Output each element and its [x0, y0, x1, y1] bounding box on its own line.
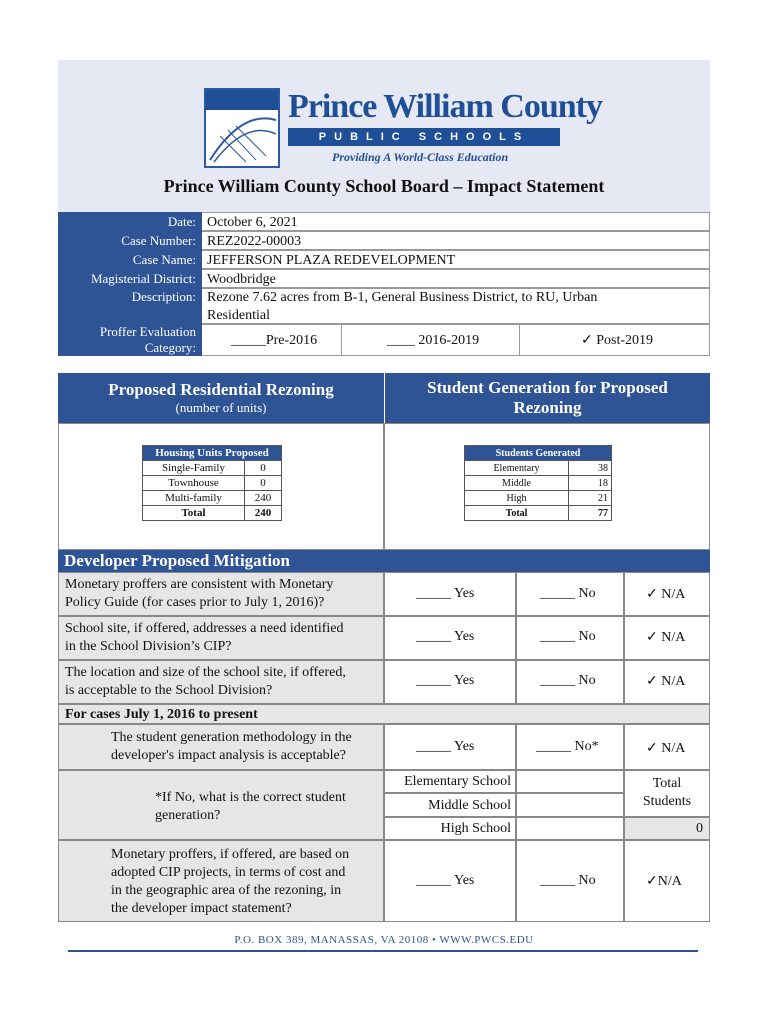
district-value: Woodbridge: [202, 269, 710, 288]
q5-question: [58, 770, 384, 840]
table-row: [465, 506, 612, 521]
q3-na: ✓ N/A: [646, 674, 686, 689]
footer-address: P.O. BOX 389, MANASSAS, VA 20108 • WWW.PWCS.EDU: [234, 934, 534, 946]
q1-na: ✓ N/A: [646, 587, 686, 602]
q6-question: [58, 840, 384, 922]
logo-tagline: Providing A World-Class Education: [332, 150, 509, 164]
students-generated-table: [464, 445, 612, 521]
middle-input[interactable]: [516, 793, 624, 817]
students-total-label: Total: [465, 506, 569, 521]
mitigation-header: Developer Proposed Mitigation: [58, 550, 710, 572]
proffer-row: [58, 324, 710, 356]
q5-line2: generation?: [155, 808, 221, 823]
q1-line1: Monetary proffers are consistent with Monetary: [65, 577, 334, 592]
q2-no: _____ No: [540, 629, 596, 644]
pwcs-logo: [204, 88, 602, 170]
housing-label: Multi-family: [143, 491, 245, 506]
q3-yes: _____ Yes: [416, 673, 475, 688]
students-generated-header: Students Generated: [465, 446, 612, 461]
housing-units-table: [142, 445, 282, 521]
proffer-pre: _____Pre-2016: [202, 324, 342, 356]
proffer-label: [58, 324, 202, 356]
page-title: Prince William County School Board – Impact Statement: [163, 176, 605, 196]
q2-line2: in the School Division’s CIP?: [65, 639, 232, 654]
q2-question: [58, 616, 384, 660]
proffer-label-line2: Category:: [144, 340, 196, 355]
description-row: [58, 288, 710, 324]
high-input[interactable]: [516, 817, 624, 840]
housing-total-label: Total: [143, 506, 245, 521]
q2-yes: _____ Yes: [416, 629, 475, 644]
footer-divider: [68, 950, 698, 952]
proffer-post: ✓ Post-2019: [520, 324, 710, 356]
q4-yes: _____ Yes: [416, 739, 475, 754]
district-row: [58, 269, 710, 288]
q1-no: _____ No: [540, 586, 596, 601]
q4-no: _____ No*: [536, 739, 599, 754]
students-label: High: [465, 491, 569, 506]
students-value: 18: [569, 476, 612, 491]
q6-line3: in the geographic area of the rezoning, in: [111, 883, 342, 898]
q3-no: _____ No: [540, 673, 596, 688]
case-info-table: [58, 212, 710, 356]
date-row: [58, 212, 710, 231]
q3-line1: The location and size of the school site, if offered,: [65, 665, 346, 680]
q6-line1: Monetary proffers, if offered, are based on: [111, 847, 350, 862]
description-label: Description:: [58, 288, 202, 324]
rezoning-right-title-2: Rezoning: [513, 398, 582, 417]
total-line1: Total: [652, 776, 682, 791]
students-value: 38: [569, 461, 612, 476]
description-value: [202, 288, 710, 324]
logo-emblem-icon: [204, 88, 280, 168]
description-line2: Residential: [207, 308, 270, 323]
case-number-row: [58, 231, 710, 250]
housing-total-value: 240: [245, 506, 282, 521]
students-value: 21: [569, 491, 612, 506]
district-label: Magisterial District:: [58, 269, 202, 288]
rezoning-right-header: [384, 373, 710, 423]
q3-question: [58, 660, 384, 704]
q1-question: [58, 572, 384, 616]
q5-line1: *If No, what is the correct student: [155, 790, 346, 805]
proffer-label-line1: Proffer Evaluation: [99, 324, 196, 339]
logo-name: Prince William County: [288, 88, 602, 125]
q4-line1: The student generation methodology in the: [111, 730, 352, 745]
impact-statement-page: [58, 60, 710, 965]
q4-question: [58, 724, 384, 770]
students-total-value: 77: [569, 506, 612, 521]
q3-line2: is acceptable to the School Division?: [65, 683, 273, 698]
q2-line1: School site, if offered, addresses a need identified: [65, 621, 344, 636]
q2-na: ✓ N/A: [646, 630, 686, 645]
q6-line2: adopted CIP projects, in terms of cost and: [111, 865, 346, 880]
case-name-row: [58, 250, 710, 269]
case-name-label: Case Name:: [58, 250, 202, 269]
q6-na: ✓N/A: [646, 874, 682, 889]
proffer-mid: ____ 2016-2019: [342, 324, 520, 356]
q1-yes: _____ Yes: [416, 586, 475, 601]
housing-value: 0: [245, 476, 282, 491]
total-students-value: 0: [624, 817, 710, 840]
housing-units-header: Housing Units Proposed: [143, 446, 282, 461]
students-label: Elementary: [465, 461, 569, 476]
housing-label: Single-Family: [143, 461, 245, 476]
q1-line2: Policy Guide (for cases prior to July 1, 2016)?: [65, 595, 325, 610]
q6-yes: _____ Yes: [416, 873, 475, 888]
logo-subtitle: PUBLIC SCHOOLS: [288, 128, 560, 146]
total-line2: Students: [642, 794, 692, 809]
q4-na: ✓ N/A: [646, 741, 686, 756]
table-row: [143, 476, 282, 491]
middle-label: Middle School: [384, 793, 516, 817]
table-row: [143, 491, 282, 506]
table-row: [465, 491, 612, 506]
students-label: Middle: [465, 476, 569, 491]
rezoning-left-sub: (number of units): [175, 400, 267, 415]
table-row: [465, 461, 612, 476]
elementary-label: Elementary School: [384, 770, 516, 793]
q6-no: _____ No: [540, 873, 596, 888]
rezoning-left-header: [58, 373, 384, 423]
elementary-input[interactable]: [516, 770, 624, 793]
high-label: High School: [384, 817, 516, 840]
cases-subhead: For cases July 1, 2016 to present: [58, 704, 710, 724]
housing-value: 0: [245, 461, 282, 476]
date-value: October 6, 2021: [202, 212, 710, 231]
table-row: [143, 506, 282, 521]
housing-value: 240: [245, 491, 282, 506]
case-number-label: Case Number:: [58, 231, 202, 250]
q4-line2: developer's impact analysis is acceptable?: [111, 748, 346, 763]
q6-line4: the developer impact statement?: [111, 901, 292, 916]
rezoning-right-title-1: Student Generation for Proposed: [427, 378, 668, 397]
case-number-value: REZ2022-00003: [202, 231, 710, 250]
table-row: [143, 461, 282, 476]
total-students-label: [624, 770, 710, 817]
description-line1: Rezone 7.62 acres from B-1, General Business District, to RU, Urban: [207, 290, 598, 305]
table-row: [465, 476, 612, 491]
housing-label: Townhouse: [143, 476, 245, 491]
case-name-value: JEFFERSON PLAZA REDEVELOPMENT: [202, 250, 710, 269]
date-label: Date:: [58, 212, 202, 231]
rezoning-left-title: Proposed Residential Rezoning: [108, 380, 334, 399]
